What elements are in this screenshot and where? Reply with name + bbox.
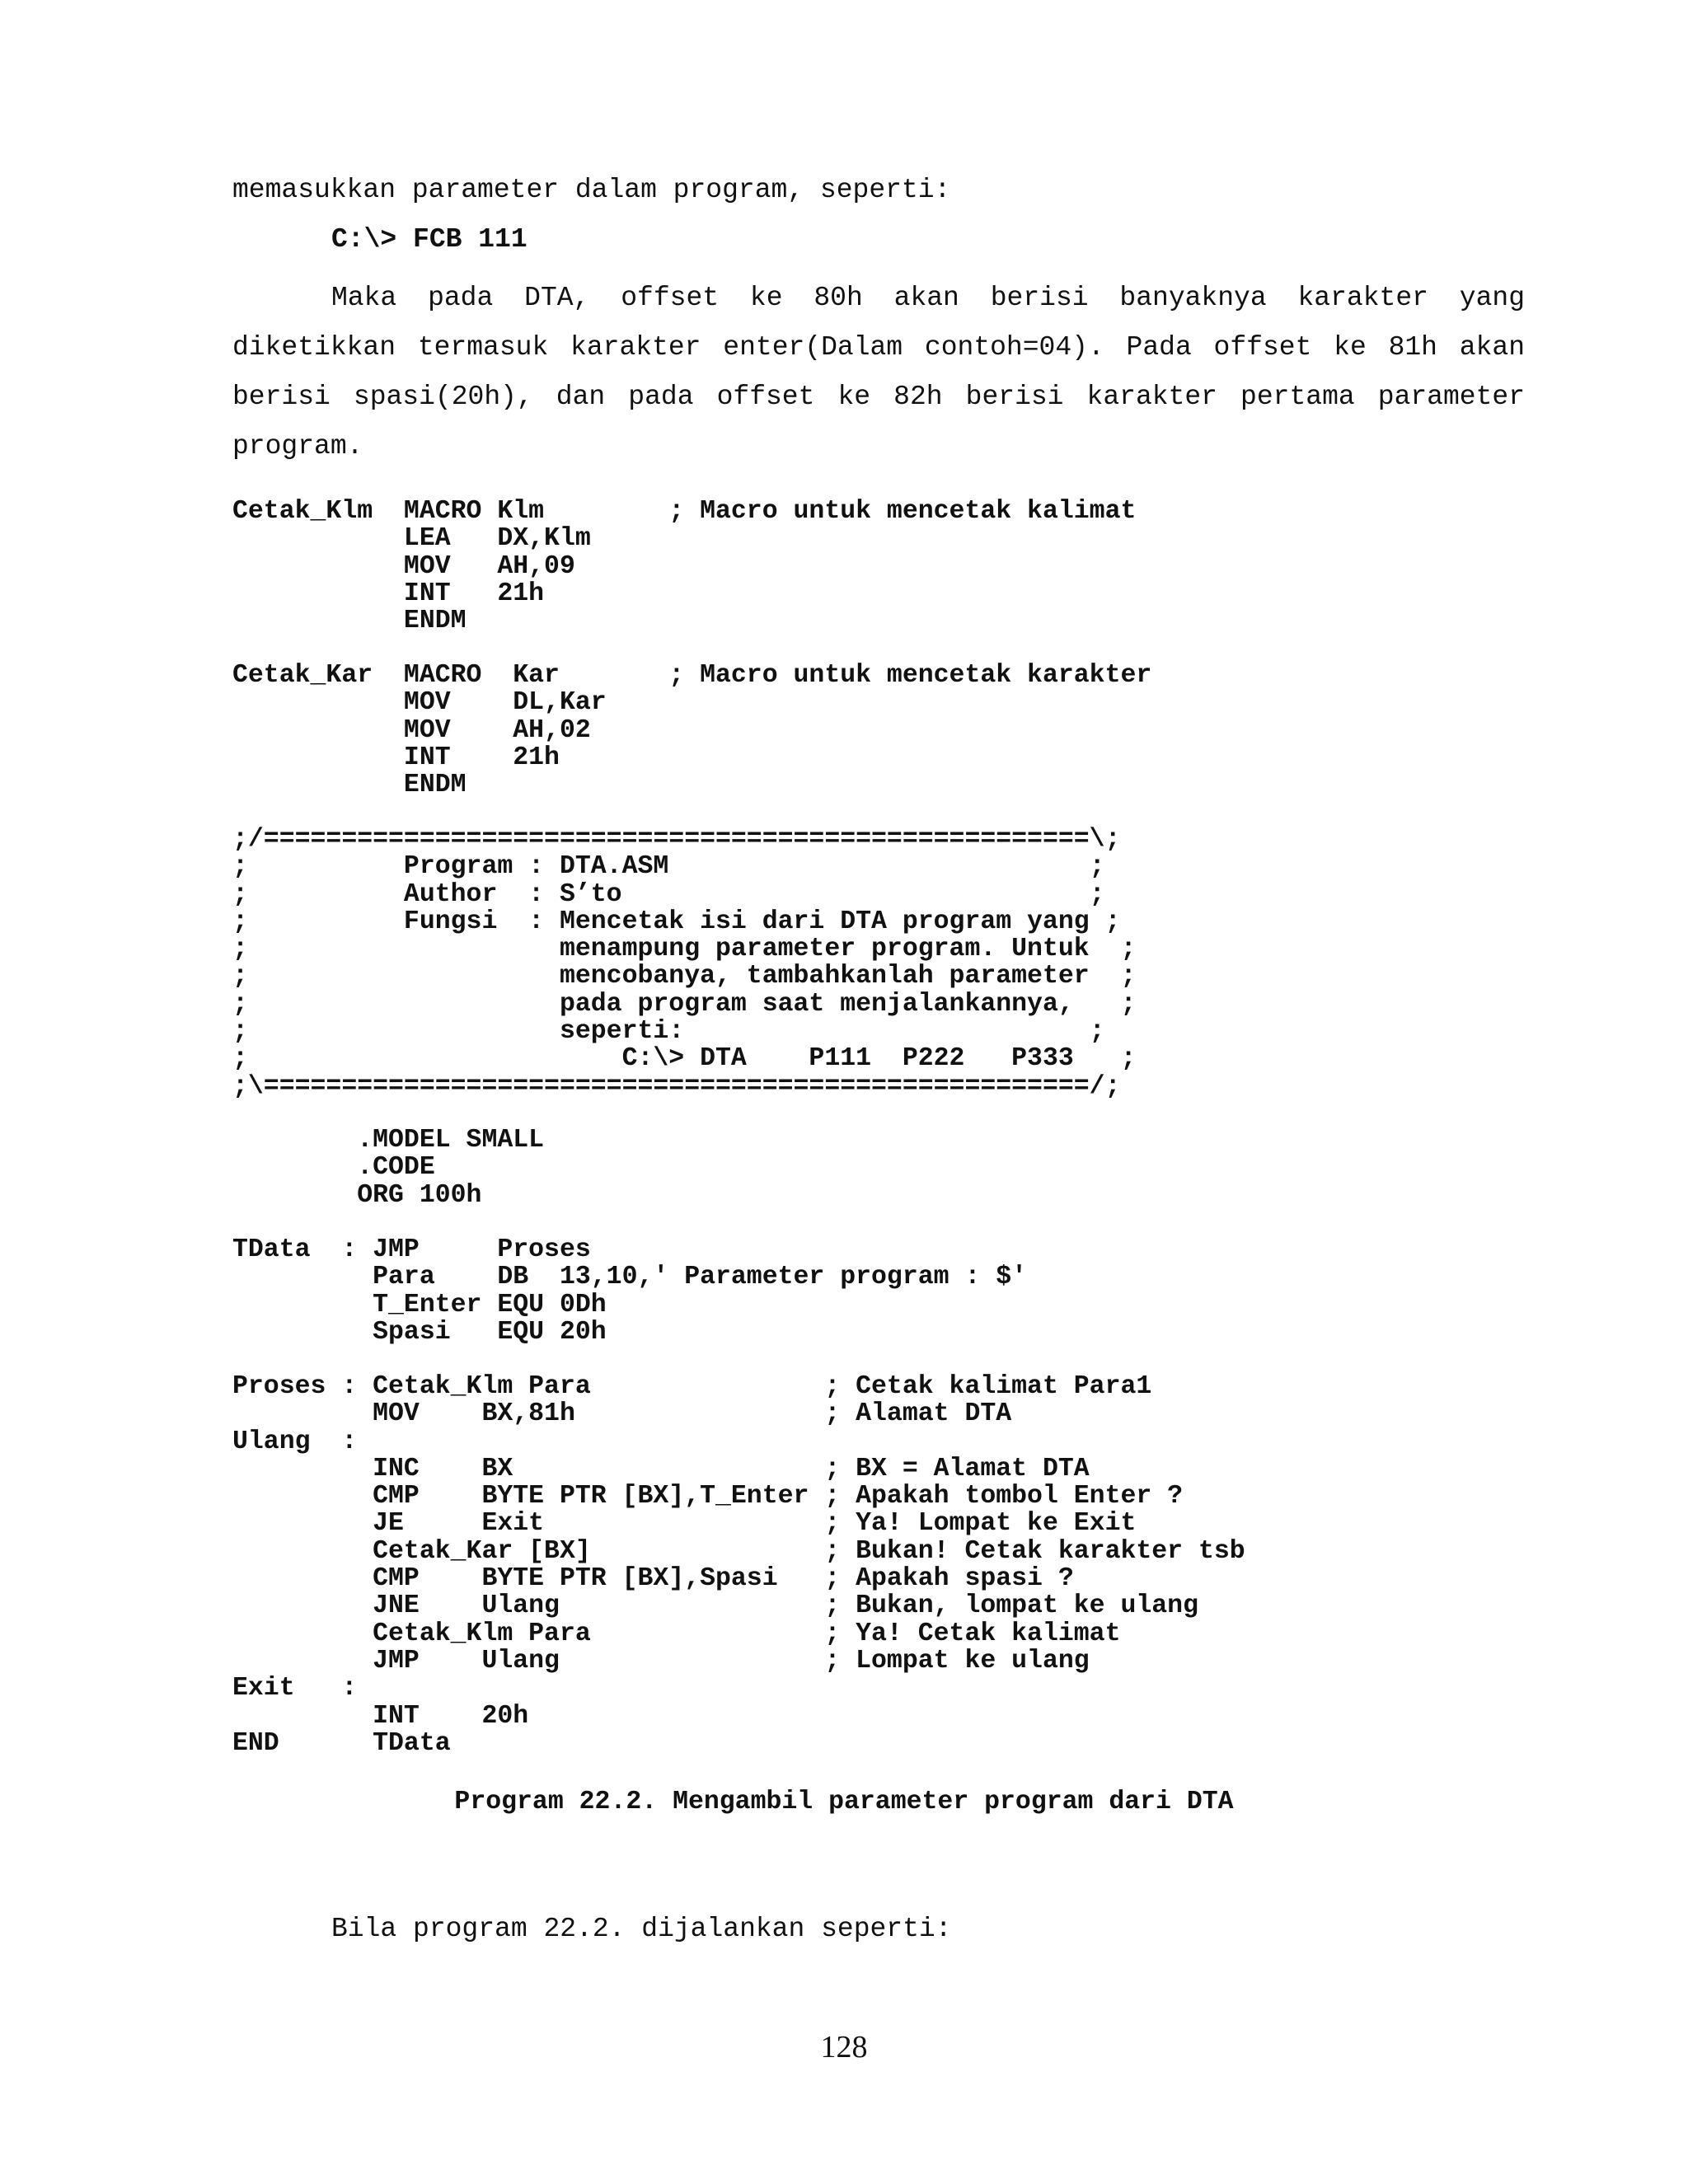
code-macro-cetak-klm [232,498,1136,635]
program-caption: Program 22.2. Mengambil parameter program dari DTA [454,1788,1234,1816]
code-line: Proses : Cetak_Klm Para ; Cetak kalimat Para1 [232,1372,1152,1401]
code-line: Cetak_Klm Para ; Ya! Cetak kalimat [232,1619,1121,1648]
code-line: LEA DX,Klm [232,524,591,554]
code-line: ; seperti: ; [232,1017,1105,1047]
code-line: ;\=====================================================/; [232,1071,1121,1101]
code-line: ENDM [232,607,467,636]
code-line: ; Author : S’to ; [232,879,1105,909]
code-model-directives [232,1127,544,1209]
code-line: JMP Ulang ; Lompat ke ulang [232,1646,1090,1675]
code-tdata-section [232,1236,1027,1346]
page-number: 128 [820,2030,868,2064]
code-line: END TData [232,1728,451,1758]
code-line: INT 21h [232,743,560,772]
code-line: .MODEL SMALL [232,1126,545,1155]
code-line: Para DB 13,10,' Parameter program : $' [232,1263,1028,1292]
code-line: ORG 100h [232,1180,482,1210]
code-line: Cetak_Kar MACRO Kar ; Macro untuk mencetak karakter [232,661,1152,690]
code-line: TData : JMP Proses [232,1235,591,1264]
code-line: ; Program : DTA.ASM ; [232,852,1105,882]
code-macro-cetak-kar [232,662,1151,799]
code-line: ; C:\> DTA P111 P222 P333 ; [232,1044,1137,1074]
code-line: MOV BX,81h ; Alamat DTA [232,1399,1012,1429]
code-line: Exit : [232,1674,358,1704]
code-line: INT 21h [232,579,545,608]
code-line: Spasi EQU 20h [232,1317,607,1347]
intro-text: memasukkan parameter dalam program, seperti: [232,175,951,205]
code-line: MOV DL,Kar [232,688,607,718]
code-line: INC BX ; BX = Alamat DTA [232,1454,1090,1483]
code-line: T_Enter EQU 0Dh [232,1290,607,1319]
code-line: CMP BYTE PTR [BX],Spasi ; Apakah spasi ? [232,1564,1074,1594]
code-line: CMP BYTE PTR [BX],T_Enter ; Apakah tombol Enter ? [232,1482,1184,1511]
code-line: ENDM [232,771,467,800]
command-example: C:\> FCB 111 [331,224,528,255]
code-line: Cetak_Klm MACRO Klm ; Macro untuk mencetak kalimat [232,497,1137,526]
code-program-header [232,826,1136,1100]
code-line: JE Exit ; Ya! Lompat ke Exit [232,1509,1137,1539]
code-line: ; mencobanya, tambahkanlah parameter ; [232,962,1137,991]
code-proses-section [232,1373,1245,1757]
code-line: ; menampung parameter program. Untuk ; [232,935,1137,964]
code-line: JNE Ulang ; Bukan, lompat ke ulang [232,1591,1198,1621]
code-line: INT 20h [232,1701,529,1731]
code-line: MOV AH,09 [232,551,575,581]
code-line: Ulang : [232,1427,358,1456]
code-line: ; pada program saat menjalankannya, ; [232,989,1137,1019]
code-line: ; Fungsi : Mencetak isi dari DTA program yang ; [232,907,1121,936]
body-paragraph: Maka pada DTA, offset ke 80h akan berisi banyaknya karakter yang diketikkan termasuk karakter enter(Dalam contoh=04). Pada offset ke 81h akan berisi spasi(20h), dan pada offset ke 82h berisi karakter pertama parameter program. [232,283,1525,462]
code-line: Cetak_Kar [BX] ; Bukan! Cetak karakter tsb [232,1536,1245,1566]
code-line: MOV AH,02 [232,715,591,745]
code-line: ;/=====================================================\; [232,825,1121,854]
closing-text: Bila program 22.2. dijalankan seperti: [331,1914,952,1944]
code-line: .CODE [232,1153,435,1183]
